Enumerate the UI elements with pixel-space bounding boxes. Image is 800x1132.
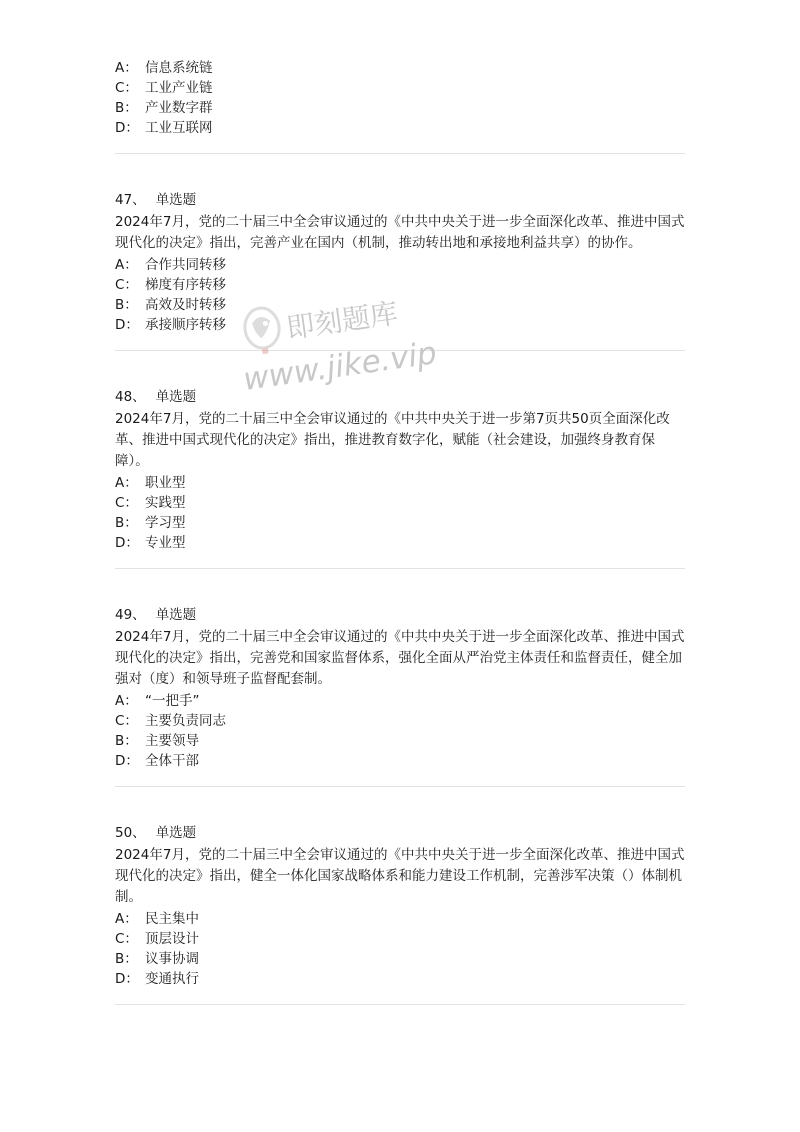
option-text: 主要领导 [145,733,199,749]
question-stem: 2024年7月，党的二十届三中全会审议通过的《中共中央关于进一步全面深化改革、推进中国式现代化的决定》指出，完善党和国家监督体系，强化全面从严治党主体责任和监督责任，健全加强对（度）和领导班子监督配套制。 [115,629,685,687]
question-header [115,387,685,407]
option-letter: D： [115,753,139,769]
option-text: 学习型 [145,515,186,531]
option-letter: D： [115,971,139,987]
option-letter: D： [115,317,139,333]
question-header [115,605,685,625]
option-row [115,909,685,929]
option-row [115,295,685,315]
option-text: 变通执行 [145,971,199,987]
option-text: 主要负责同志 [145,713,226,729]
question-49 [115,605,685,787]
previous-question-options [115,58,685,138]
option-text: 信息系统链 [145,60,213,76]
question-50 [115,823,685,1005]
option-letter: B： [115,100,138,116]
option-text: 承接顺序转移 [145,317,226,333]
option-letter: A： [115,475,138,491]
option-row [115,969,685,989]
question-stem: 2024年7月，党的二十届三中全会审议通过的《中共中央关于进一步全面深化改革、推进中国式现代化的决定》指出，健全一体化国家战略体系和能力建设工作机制，完善涉军决策（）体制机制。 [115,847,685,905]
question-number: 47、 [115,192,146,208]
divider [115,153,685,154]
option-letter: C： [115,80,138,96]
option-letter: B： [115,951,138,967]
watermark-url: www.jike.vip [241,335,439,398]
option-row [115,711,685,731]
divider [115,1004,685,1005]
option-text: 顶层设计 [145,931,199,947]
divider [115,786,685,787]
option-row [115,493,685,513]
question-type: 单选题 [155,825,197,841]
option-letter: C： [115,713,138,729]
watermark-brand: 即刻题库 [284,296,400,345]
option-row [115,731,685,751]
option-text: 工业产业链 [145,80,213,96]
option-row [115,473,685,493]
option-text: 产业数字群 [145,100,213,116]
option-text: 合作共同转移 [145,257,226,273]
divider [115,568,685,569]
question-number: 49、 [115,607,146,623]
question-type: 单选题 [155,607,197,623]
option-row [115,275,685,295]
option-text: “一把手” [145,693,200,709]
option-row [115,533,685,553]
option-letter: C： [115,277,138,293]
option-letter: A： [115,911,138,927]
option-letter: A： [115,257,138,273]
option-text: 议事协调 [145,951,199,967]
option-row [115,691,685,711]
option-letter: A： [115,60,138,76]
option-letter: B： [115,515,138,531]
option-text: 工业互联网 [145,120,213,136]
document-page [115,58,685,1005]
question-number: 50、 [115,825,146,841]
option-row [115,513,685,533]
option-row [115,255,685,275]
question-stem: 2024年7月，党的二十届三中全会审议通过的《中共中央关于进一步第7页共50页全面深化改革、推进中国式现代化的决定》指出，推进教育数字化，赋能（社会建设，加强终身教育保障）。 [115,411,670,469]
option-row [115,98,685,118]
question-number: 48、 [115,389,146,405]
question-stem: 2024年7月，党的二十届三中全会审议通过的《中共中央关于进一步全面深化改革、推进中国式现代化的决定》指出，完善产业在国内（机制，推动转出地和承接地利益共享）的协作。 [115,214,685,251]
option-row [115,929,685,949]
option-row [115,751,685,771]
option-letter: D： [115,120,139,136]
option-row [115,949,685,969]
option-letter: C： [115,495,138,511]
question-type: 单选题 [155,192,197,208]
option-text: 实践型 [145,495,186,511]
question-47 [115,190,685,351]
option-text: 高效及时转移 [145,297,226,313]
option-text: 全体干部 [145,753,199,769]
option-letter: C： [115,931,138,947]
option-text: 职业型 [145,475,186,491]
option-text: 专业型 [145,535,186,551]
option-letter: B： [115,297,138,313]
option-row [115,118,685,138]
option-row [115,315,685,335]
option-letter: D： [115,535,139,551]
option-row [115,58,685,78]
option-text: 梯度有序转移 [145,277,226,293]
question-type: 单选题 [155,389,197,405]
question-48 [115,387,685,569]
option-letter: B： [115,733,138,749]
question-header [115,823,685,843]
option-text: 民主集中 [145,911,199,927]
option-letter: A： [115,693,138,709]
option-row [115,78,685,98]
question-header [115,190,685,210]
divider [115,350,685,351]
